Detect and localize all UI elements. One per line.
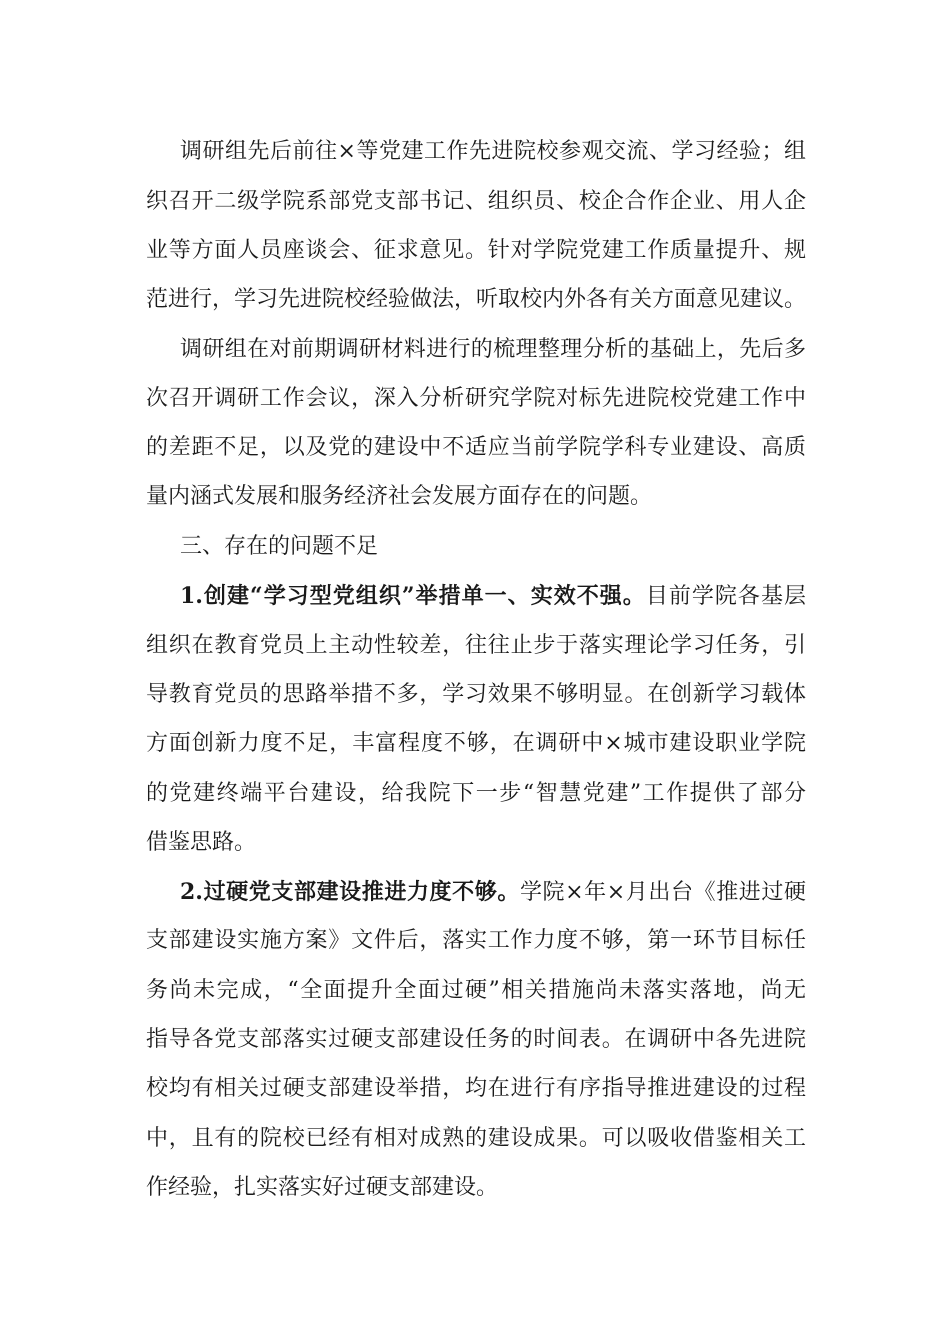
- item-2-line-2: 支部建设实施方案》文件后，落实工作力度不够，第一环节目标任: [146, 928, 806, 953]
- item-1-line-2: 组织在教育党员上主动性较差，往往止步于落实理论学习任务，引: [146, 633, 806, 658]
- item-2-line-3: 务尚未完成，“全面提升全面过硬”相关措施尚未落实落地，尚无: [146, 978, 806, 1003]
- item-1-line-6: 借鉴思路。: [146, 830, 257, 855]
- item-1-line-1: [180, 572, 806, 620]
- item-2-line-5: 校均有相关过硬支部建设举措，均在进行有序指导推进建设的过程: [146, 1076, 806, 1101]
- item-2-line-7: 作经验，扎实落实好过硬支部建设。: [146, 1175, 499, 1200]
- paragraph-2-line-2: 次召开调研工作会议，深入分析研究学院对标先进院校党建工作中: [146, 386, 806, 411]
- paragraph-1-line-3: 业等方面人员座谈会、征求意见。针对学院党建工作质量提升、规: [146, 238, 806, 263]
- item-2-line-6: 中，且有的院校已经有相对成熟的建设成果。可以吸收借鉴相关工: [146, 1126, 806, 1151]
- item-1-heading: 1.创建“学习型党组织”举措单一、实效不强。: [180, 583, 646, 609]
- section-heading: 三、存在的问题不足: [180, 534, 379, 559]
- item-1-line-3: 导教育党员的思路举措不多，学习效果不够明显。在创新学习载体: [146, 682, 806, 707]
- item-2-line-4: 指导各党支部落实过硬支部建设任务的时间表。在调研中各先进院: [146, 1027, 806, 1052]
- item-2-heading: 2.过硬党支部建设推进力度不够。: [180, 879, 520, 905]
- item-1-line-5: 的党建终端平台建设，给我院下一步“智慧党建”工作提供了部分: [146, 781, 806, 806]
- item-1-text: 目前学院各基层: [645, 584, 806, 609]
- item-1-line-4: 方面创新力度不足，丰富程度不够，在调研中×城市建设职业学院: [146, 731, 806, 756]
- item-2-text: 学院×年×月出台《推进过硬: [519, 880, 807, 905]
- paragraph-1-line-1: 调研组先后前往×等党建工作先进院校参观交流、学习经验；组: [180, 139, 806, 164]
- item-2-line-1: [180, 868, 806, 916]
- paragraph-1-line-2: 织召开二级学院系部党支部书记、组织员、校企合作企业、用人企: [146, 189, 806, 214]
- paragraph-2-line-1: 调研组在对前期调研材料进行的梳理整理分析的基础上，先后多: [180, 337, 806, 362]
- paragraph-2-line-4: 量内涵式发展和服务经济社会发展方面存在的问题。: [146, 484, 653, 509]
- paragraph-2-line-3: 的差距不足，以及党的建设中不适应当前学院学科专业建设、高质: [146, 435, 806, 460]
- paragraph-1-line-4: 范进行，学习先进院校经验做法，听取校内外各有关方面意见建议。: [146, 287, 807, 312]
